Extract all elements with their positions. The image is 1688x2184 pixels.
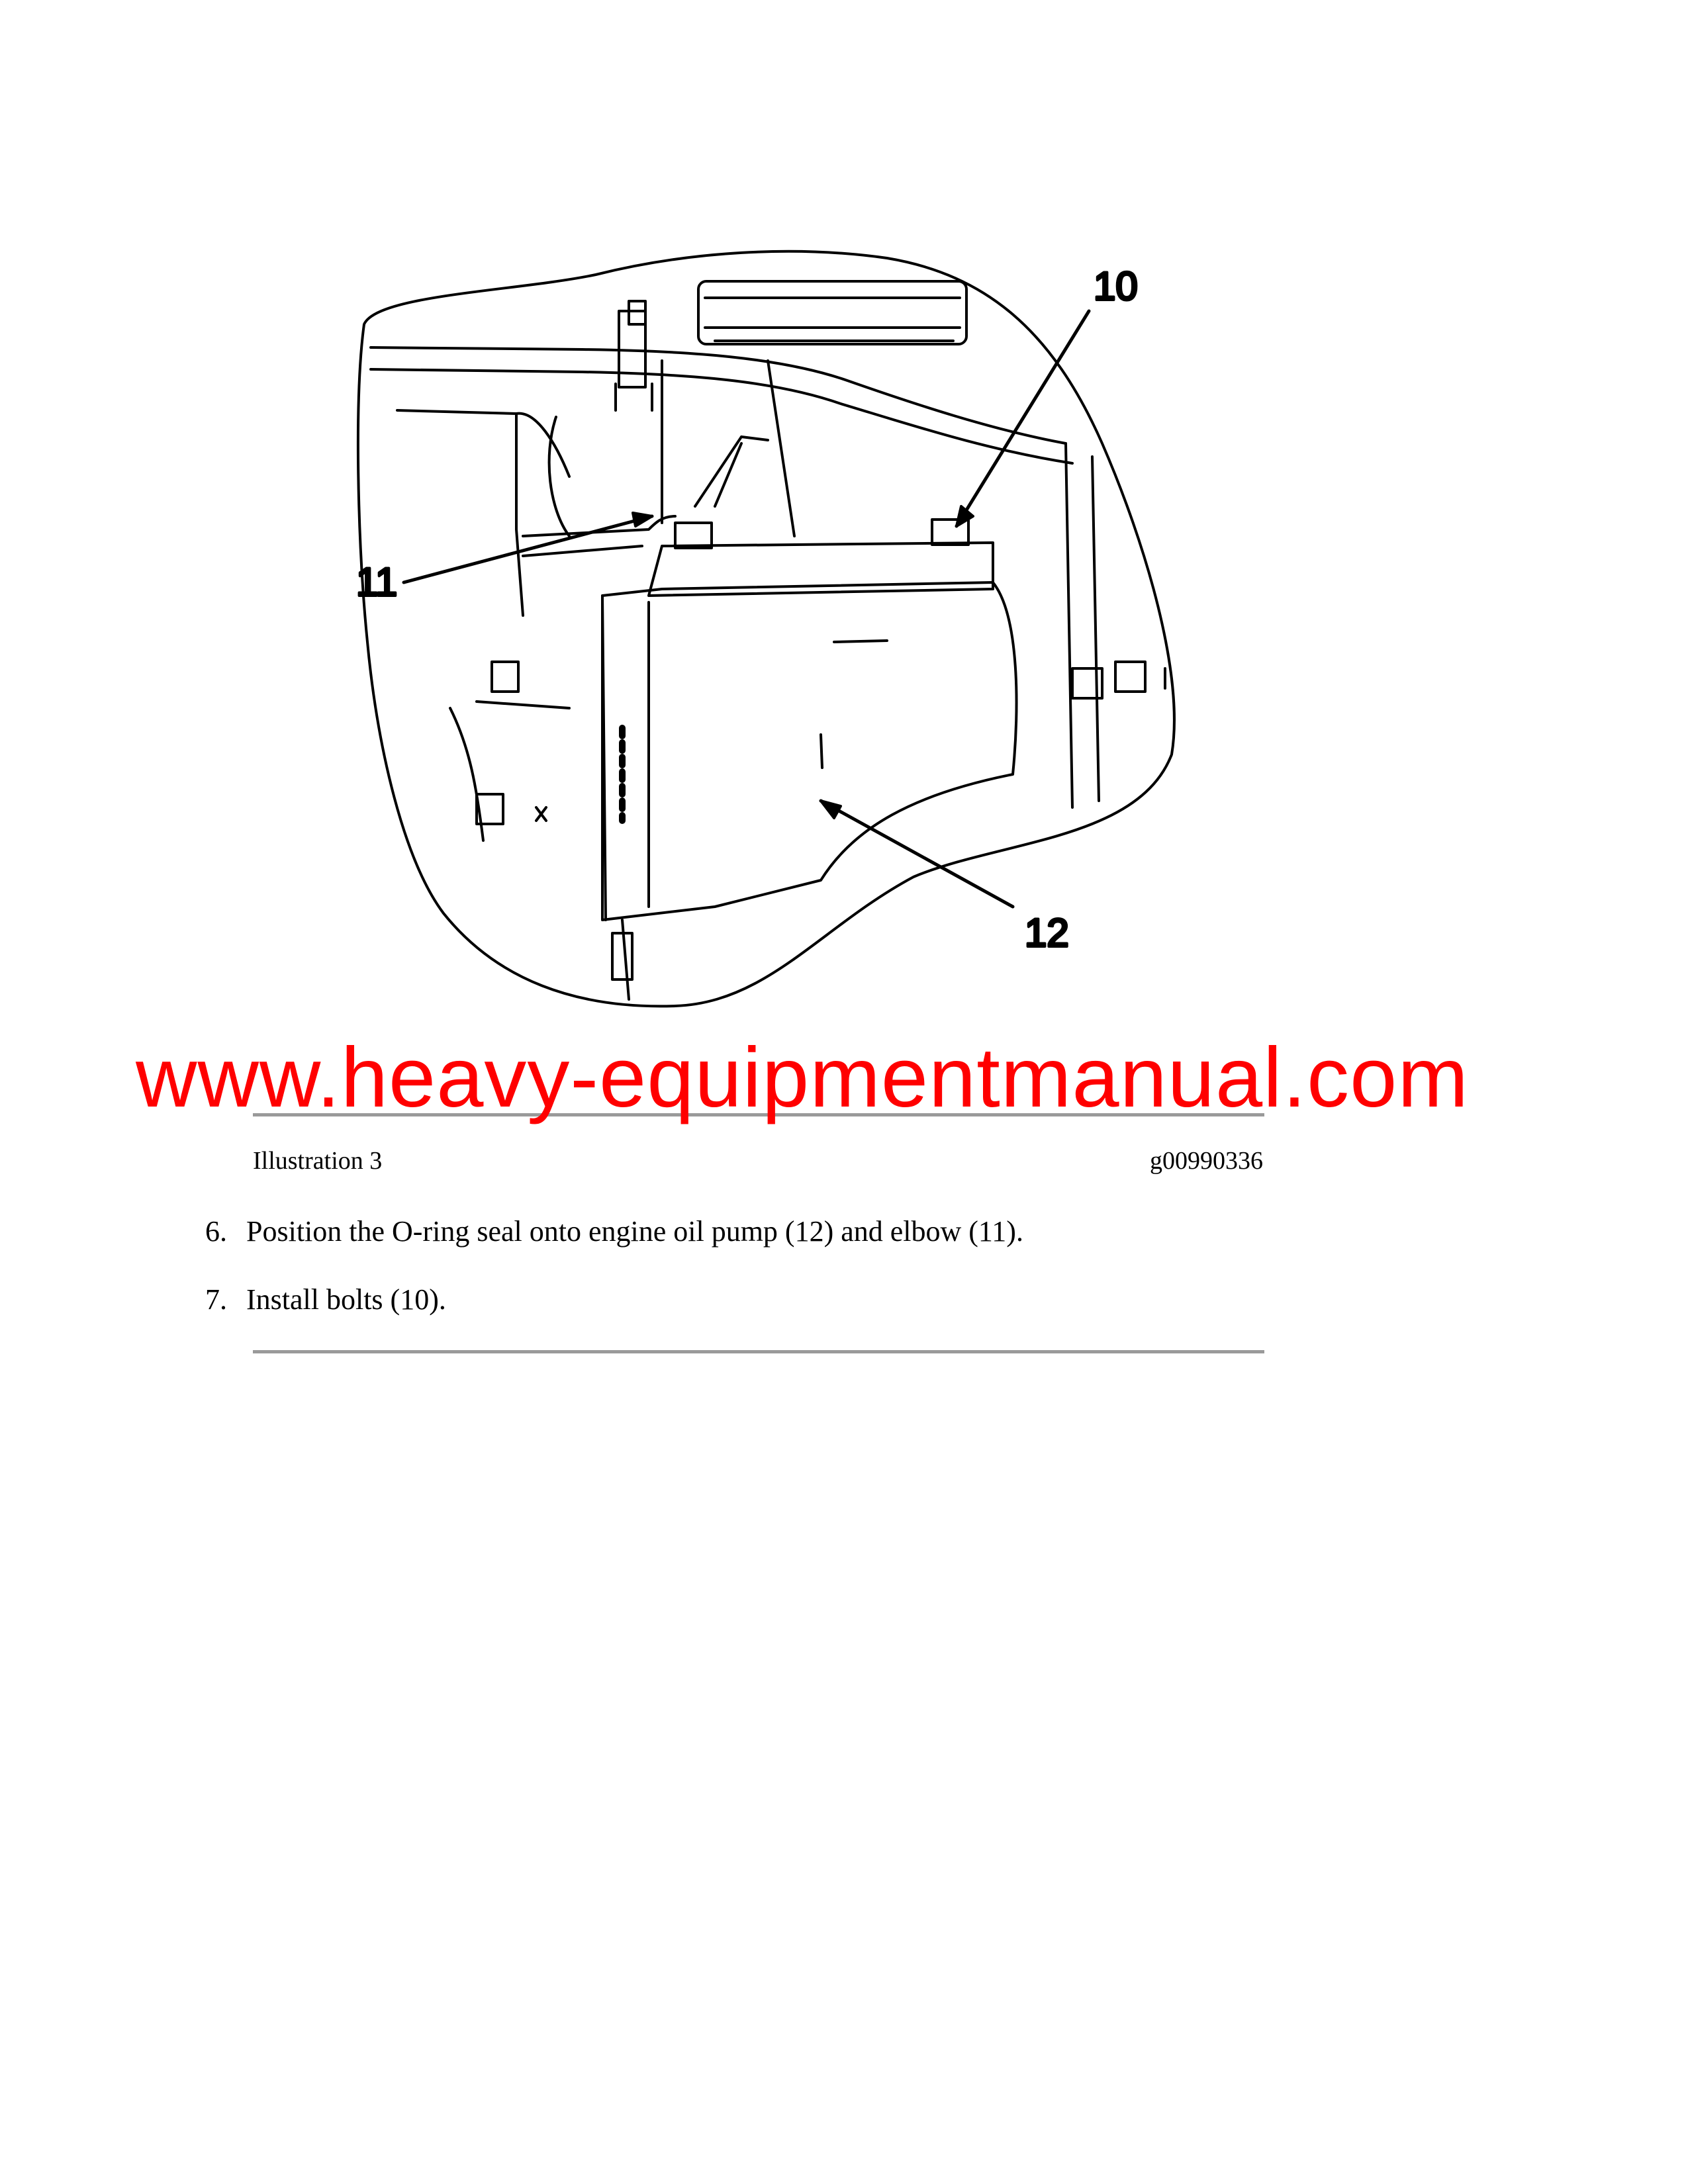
step-item (205, 1283, 1331, 1318)
callout-12: 12 (1025, 911, 1069, 955)
callout-11: 11 (356, 560, 398, 604)
illustration-label: Illustration 3 (253, 1147, 383, 1175)
callout-10: 10 (1094, 264, 1138, 308)
engine-oil-pump-illustration (318, 245, 1225, 1013)
bottom-rule (253, 1350, 1264, 1353)
step-number: 7. (205, 1283, 227, 1316)
illustration-id: g00990336 (1150, 1147, 1263, 1175)
step-text: Install bolts (10). (246, 1283, 446, 1316)
step-item (205, 1214, 1331, 1250)
procedure-steps (205, 1214, 1331, 1351)
watermark-url: www.heavy-equipmentmanual.com (136, 1030, 1469, 1125)
step-number: 6. (205, 1215, 227, 1248)
step-text: Position the O-ring seal onto engine oil pump (12) and elbow (11). (246, 1215, 1023, 1248)
